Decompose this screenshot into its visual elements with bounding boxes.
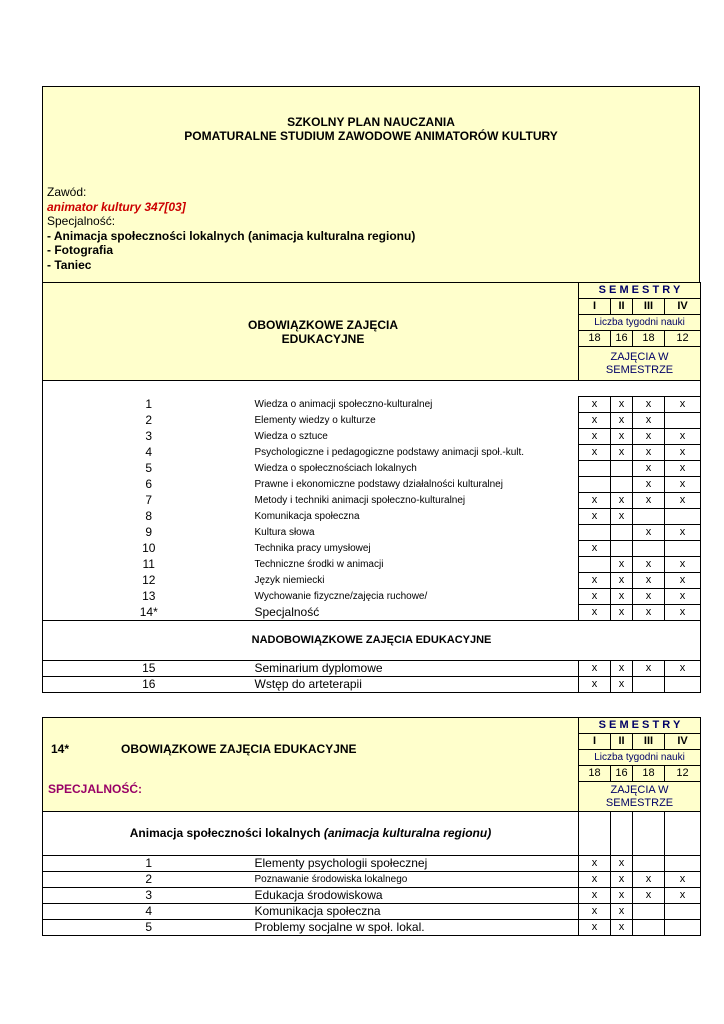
semester-mark-II: x <box>611 589 633 605</box>
subject-name: Wiedza o sztuce <box>255 429 579 445</box>
subject-name: Specjalność <box>255 605 579 621</box>
semester-mark-I: x <box>579 413 611 429</box>
row-number: 9 <box>43 525 255 541</box>
semester-mark-I: x <box>579 493 611 509</box>
spacer-row <box>43 381 701 397</box>
semester-mark-II: x <box>611 605 633 621</box>
semester-mark-IV <box>665 509 701 525</box>
semester-mark-II <box>611 541 633 557</box>
semester-mark-I: x <box>579 509 611 525</box>
semester-mark-I: x <box>579 872 611 888</box>
row-number: 5 <box>43 920 255 936</box>
sem-IV: IV <box>665 299 701 315</box>
sem2-II: II <box>611 734 633 750</box>
semester-mark-II: x <box>611 445 633 461</box>
semester-mark-III: x <box>633 589 665 605</box>
row-number: 4 <box>43 904 255 920</box>
row-number: 13 <box>43 589 255 605</box>
row-number: 10 <box>43 541 255 557</box>
specjalnosc-heading: SPECJALNOŚĆ: <box>48 782 143 796</box>
semester-mark-IV: x <box>665 525 701 541</box>
semester-mark-IV: x <box>665 605 701 621</box>
table-row <box>43 541 701 557</box>
subject-name: Poznawanie środowiska lokalnego <box>255 872 579 888</box>
specialty-subheading <box>43 812 579 856</box>
subject-name: Wychowanie fizyczne/zajęcia ruchowe/ <box>255 589 579 605</box>
table1-heading-cell <box>43 283 579 381</box>
weeks-II: 16 <box>611 331 633 347</box>
weeks2-IV: 12 <box>665 766 701 782</box>
table-row <box>43 605 701 621</box>
semester-mark-II: x <box>611 493 633 509</box>
row-number: 11 <box>43 557 255 573</box>
sem-II: II <box>611 299 633 315</box>
subjects-table <box>42 282 701 693</box>
semester-mark-III: x <box>633 445 665 461</box>
semester-mark-IV: x <box>665 661 701 677</box>
subject-name: Problemy socjalne w społ. lokal. <box>255 920 579 936</box>
semester-mark-III <box>633 509 665 525</box>
semester-mark-I <box>579 477 611 493</box>
table-row <box>43 888 701 904</box>
subject-name: Prawne i ekonomiczne podstawy działalności kulturalnej <box>255 477 579 493</box>
semester-mark-II: x <box>611 872 633 888</box>
table-row <box>43 573 701 589</box>
table-row <box>43 397 701 413</box>
spec-item: - Taniec <box>47 257 92 272</box>
semester-mark-I: x <box>579 677 611 693</box>
semester-mark-III: x <box>633 557 665 573</box>
doc-subtitle: POMATURALNE STUDIUM ZAWODOWE ANIMATORÓW KULTURY <box>184 129 558 143</box>
table2-heading-cell <box>43 718 579 812</box>
semester-mark-II: x <box>611 677 633 693</box>
semester-mark-IV: x <box>665 493 701 509</box>
row-number: 5 <box>43 461 255 477</box>
semester-mark-IV: x <box>665 445 701 461</box>
subject-name: Komunikacja społeczna <box>255 509 579 525</box>
semester-mark-III: x <box>633 888 665 904</box>
semestry-label: S E M E S T R Y <box>579 283 701 299</box>
semester-mark-III <box>633 677 665 693</box>
row-number: 6 <box>43 477 255 493</box>
semester-mark-IV: x <box>665 477 701 493</box>
table-row <box>43 429 701 445</box>
semester-mark-I: x <box>579 856 611 872</box>
weeks2-II: 16 <box>611 766 633 782</box>
semester-mark-II <box>611 477 633 493</box>
specjalnosc-label: Specjalność: <box>47 214 116 228</box>
subject-name: Metody i techniki animacji społeczno-kulturalnej <box>255 493 579 509</box>
table-row <box>43 477 701 493</box>
semester-mark-III: x <box>633 661 665 677</box>
semester-mark-III: x <box>633 573 665 589</box>
row-number: 15 <box>43 661 255 677</box>
table-row <box>43 589 701 605</box>
semester-mark-III: x <box>633 872 665 888</box>
row-number: 2 <box>43 413 255 429</box>
table-row <box>43 677 701 693</box>
subject-name: Edukacja środowiskowa <box>255 888 579 904</box>
profession-block <box>47 185 415 272</box>
semester-mark-I: x <box>579 541 611 557</box>
semester-mark-III: x <box>633 525 665 541</box>
subject-name: Wstęp do arteterapii <box>255 677 579 693</box>
semester-mark-II <box>611 461 633 477</box>
semester-mark-II: x <box>611 429 633 445</box>
semester-mark-I: x <box>579 429 611 445</box>
subject-name: Kultura słowa <box>255 525 579 541</box>
semester-mark-III: x <box>633 605 665 621</box>
subject-name: Język niemiecki <box>255 573 579 589</box>
semester-mark-IV: x <box>665 397 701 413</box>
subject-name: Komunikacja społeczna <box>255 904 579 920</box>
sem2-IV: IV <box>665 734 701 750</box>
weeks-III: 18 <box>633 331 665 347</box>
table-row <box>43 904 701 920</box>
semester-mark-II: x <box>611 888 633 904</box>
subheading-plain: Animacja społeczności lokalnych <box>129 826 324 840</box>
table-row <box>43 445 701 461</box>
semester-mark-IV: x <box>665 557 701 573</box>
semester-mark-I: x <box>579 920 611 936</box>
semester-mark-III: x <box>633 493 665 509</box>
weeks-label: Liczba tygodni nauki <box>579 315 701 331</box>
semester-mark-II: x <box>611 661 633 677</box>
subject-name: Psychologiczne i pedagogiczne podstawy animacji społ.-kult. <box>255 445 579 461</box>
subject-name: Techniczne środki w animacji <box>255 557 579 573</box>
subject-name: Elementy psychologii społecznej <box>255 856 579 872</box>
zawod-value: animator kultury 347[03] <box>47 199 186 214</box>
optional-heading: NADOBOWIĄZKOWE ZAJĘCIA EDUKACYJNE <box>43 621 701 661</box>
doc-title: SZKOLNY PLAN NAUCZANIA <box>287 115 455 129</box>
semester-mark-III: x <box>633 477 665 493</box>
semestry-label-2: S E M E S T R Y <box>579 718 701 734</box>
semester-mark-IV: x <box>665 429 701 445</box>
spec-item: - Animacja społeczności lokalnych (animacja kulturalna regionu) <box>47 228 416 243</box>
table-row <box>43 661 701 677</box>
semester-mark-III <box>633 541 665 557</box>
table-row <box>43 525 701 541</box>
semester-mark-I: x <box>579 445 611 461</box>
table-row <box>43 461 701 477</box>
semester-mark-II: x <box>611 397 633 413</box>
sem-III: III <box>633 299 665 315</box>
semester-mark-III <box>633 920 665 936</box>
semester-mark-IV <box>665 413 701 429</box>
weeks-IV: 12 <box>665 331 701 347</box>
table-row <box>43 920 701 936</box>
semester-mark-III: x <box>633 397 665 413</box>
semester-mark-II: x <box>611 509 633 525</box>
table-row <box>43 872 701 888</box>
row-number: 8 <box>43 509 255 525</box>
semester-mark-IV <box>665 677 701 693</box>
weeks-label-2: Liczba tygodni nauki <box>579 750 701 766</box>
row-number: 1 <box>43 397 255 413</box>
semester-mark-II: x <box>611 904 633 920</box>
semester-mark-III <box>633 856 665 872</box>
semester-mark-I: x <box>579 605 611 621</box>
semester-mark-IV <box>665 904 701 920</box>
row-number: 2 <box>43 872 255 888</box>
subheading-italic: (animacja kulturalna regionu) <box>323 826 492 840</box>
row-number: 3 <box>43 429 255 445</box>
semester-mark-II: x <box>611 413 633 429</box>
subject-name: Seminarium dyplomowe <box>255 661 579 677</box>
semester-mark-I <box>579 461 611 477</box>
row-number: 14* <box>43 605 255 621</box>
semester-mark-II: x <box>611 856 633 872</box>
semester-mark-II: x <box>611 920 633 936</box>
table-row <box>43 509 701 525</box>
subject-name: Elementy wiedzy o kulturze <box>255 413 579 429</box>
table2-heading: OBOWIĄZKOWE ZAJĘCIA EDUKACYJNE <box>121 742 357 756</box>
semester-mark-IV: x <box>665 573 701 589</box>
semester-mark-I: x <box>579 573 611 589</box>
sem2-III: III <box>633 734 665 750</box>
row-number: 1 <box>43 856 255 872</box>
zawod-label: Zawód: <box>47 185 87 199</box>
row-number: 7 <box>43 493 255 509</box>
semester-mark-IV <box>665 920 701 936</box>
row-number: 12 <box>43 573 255 589</box>
semester-mark-I: x <box>579 888 611 904</box>
semester-mark-III: x <box>633 429 665 445</box>
semester-mark-IV: x <box>665 888 701 904</box>
sem2-I: I <box>579 734 611 750</box>
subject-name: Wiedza o społecznościach lokalnych <box>255 461 579 477</box>
row-number: 16 <box>43 677 255 693</box>
weeks2-III: 18 <box>633 766 665 782</box>
semester-mark-I: x <box>579 904 611 920</box>
semester-mark-I <box>579 557 611 573</box>
semester-mark-III: x <box>633 461 665 477</box>
semester-mark-I: x <box>579 661 611 677</box>
sem-I: I <box>579 299 611 315</box>
semester-mark-II: x <box>611 573 633 589</box>
table-row <box>43 557 701 573</box>
semester-mark-III: x <box>633 413 665 429</box>
semester-mark-I <box>579 525 611 541</box>
semester-mark-IV: x <box>665 589 701 605</box>
semester-mark-I: x <box>579 589 611 605</box>
spec-item: - Fotografia <box>47 243 113 257</box>
table-row <box>43 493 701 509</box>
table1-heading: OBOWIĄZKOWE ZAJĘCIA EDUKACYJNE <box>248 317 398 346</box>
semester-mark-III <box>633 904 665 920</box>
semester-mark-I: x <box>579 397 611 413</box>
weeks-I: 18 <box>579 331 611 347</box>
row-number: 4 <box>43 445 255 461</box>
semester-mark-IV: x <box>665 872 701 888</box>
semester-mark-IV <box>665 541 701 557</box>
specialty-table <box>42 717 701 936</box>
table-row <box>43 413 701 429</box>
subject-name: Wiedza o animacji społeczno-kulturalnej <box>255 397 579 413</box>
table-row <box>43 856 701 872</box>
row-number: 3 <box>43 888 255 904</box>
weeks2-I: 18 <box>579 766 611 782</box>
semester-mark-II: x <box>611 557 633 573</box>
table2-number: 14* <box>51 742 70 756</box>
plan-header <box>42 86 700 282</box>
semester-mark-II <box>611 525 633 541</box>
zajecia-label: ZAJĘCIA W SEMESTRZE <box>579 347 701 381</box>
zajecia-label-2: ZAJĘCIA W SEMESTRZE <box>579 782 701 812</box>
semester-mark-IV: x <box>665 461 701 477</box>
subject-name: Technika pracy umysłowej <box>255 541 579 557</box>
semester-mark-IV <box>665 856 701 872</box>
